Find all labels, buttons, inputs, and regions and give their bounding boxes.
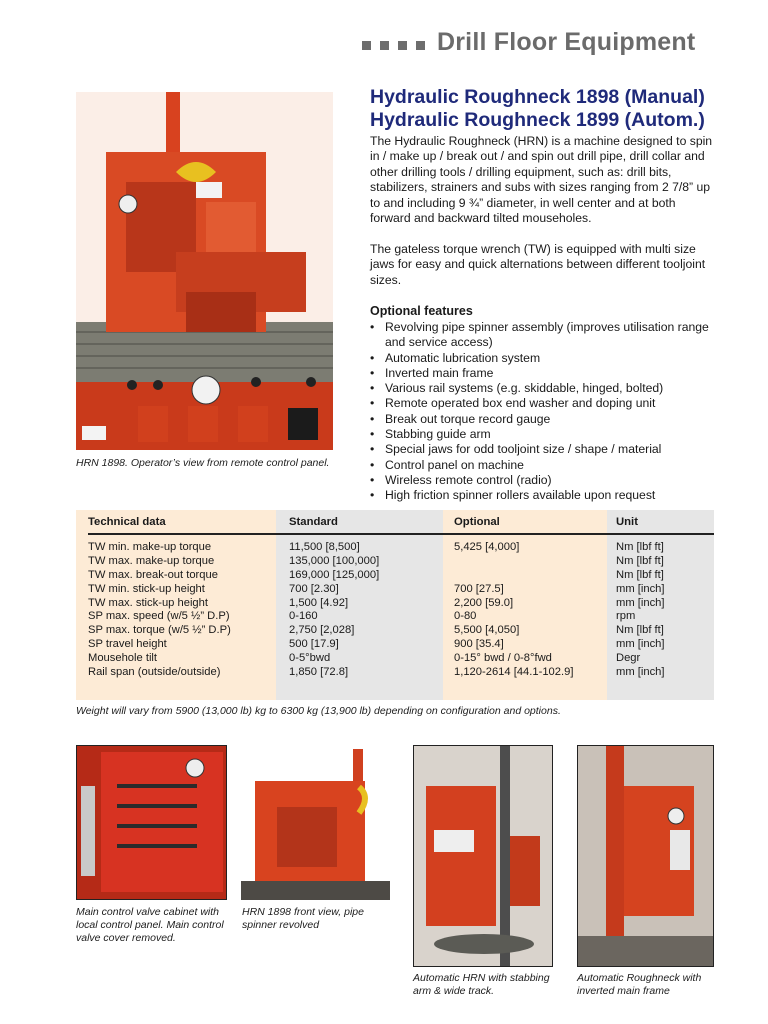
section-header — [362, 28, 695, 57]
table-cell: TW min. stick-up height — [88, 582, 205, 595]
gallery-caption: Automatic Roughneck with inverted main frame — [577, 972, 702, 997]
product-title — [370, 86, 730, 132]
table-cell: TW max. make-up torque — [88, 554, 215, 567]
table-cell: 169,000 [125,000] — [289, 568, 380, 581]
table-cell: 5,425 [4,000] — [454, 541, 520, 553]
feature-item: • Break out torque record gauge — [370, 412, 720, 427]
feature-item: • Various rail systems (e.g. skiddable, hinged, bolted) — [370, 381, 720, 396]
table-cell: 1,500 [4.92] — [289, 596, 349, 609]
table-cell: mm [inch] — [616, 666, 665, 679]
table-cell: mm [inch] — [616, 582, 665, 595]
table-cell: 2,750 [2,028] — [289, 624, 355, 637]
roughneck-illustration — [76, 92, 333, 450]
table-cell: Nm [lbf ft] — [616, 541, 664, 553]
product-title-automatic: Hydraulic Roughneck 1899 (Autom.) — [370, 109, 705, 131]
feature-item: • Automatic lubrication system — [370, 351, 720, 366]
table-cell: TW max. stick-up height — [88, 596, 208, 609]
table-cell: Rail span (outside/outside) — [88, 666, 221, 679]
table-cell: TW min. make-up torque — [88, 541, 212, 553]
feature-item: • Stabbing guide arm — [370, 427, 720, 442]
gallery-photo-inverted-frame — [577, 745, 714, 967]
column-unit — [616, 541, 665, 680]
feature-item: • Wireless remote control (radio) — [370, 473, 720, 488]
product-title-manual: Hydraulic Roughneck 1898 (Manual) — [370, 86, 705, 108]
table-cell: 700 [2.30] — [289, 582, 339, 595]
feature-item: • Control panel on machine — [370, 458, 720, 473]
column-optional — [454, 541, 573, 680]
table-cell: Mousehole tilt — [88, 652, 158, 665]
gallery-caption: HRN 1898 front view, pipe spinner revolved — [242, 906, 364, 931]
table-cell: 2,200 [59.0] — [454, 596, 514, 609]
technical-data-table — [76, 510, 714, 700]
feature-item: • Special jaws for odd tooljoint size / shape / material — [370, 442, 720, 457]
gallery-photo-stabbing-arm — [413, 745, 553, 967]
table-cell: 500 [17.9] — [289, 638, 339, 651]
header-standard: Standard — [289, 516, 338, 528]
feature-item: • Remote operated box end washer and doping unit — [370, 396, 720, 411]
table-cell: SP max. torque (w/5 ½” D.P) — [88, 624, 231, 637]
header-optional: Optional — [454, 516, 500, 528]
table-cell: 900 [35.4] — [454, 638, 504, 651]
table-cell: 0-5°bwd — [289, 652, 331, 665]
hero-caption: HRN 1898. Operator’s view from remote control panel. — [76, 457, 330, 469]
gallery-photo-front-view — [241, 747, 390, 900]
table-cell: 135,000 [100,000] — [289, 554, 380, 567]
feature-item: • Inverted main frame — [370, 366, 720, 381]
table-cell: Nm [lbf ft] — [616, 624, 664, 637]
gallery-photo-valve-cabinet — [76, 745, 227, 900]
table-cell: Nm [lbf ft] — [616, 554, 664, 567]
table-cell — [454, 555, 573, 569]
feature-item: • Revolving pipe spinner assembly (improves utilisation range and service access) — [370, 320, 720, 351]
optional-features-heading: Optional features — [370, 304, 473, 318]
gallery-caption: Main control valve cabinet with local control panel. Main control valve cover removed. — [76, 906, 224, 944]
header-unit: Unit — [616, 516, 638, 528]
table-cell: rpm — [616, 610, 636, 623]
header-technical-data: Technical data — [88, 516, 166, 528]
table-cell: mm [inch] — [616, 638, 665, 651]
hero-photo — [76, 92, 333, 450]
column-standard — [289, 541, 379, 680]
table-cell: 0-80 — [454, 610, 477, 623]
table-cell: 0-15° bwd / 0-8°fwd — [454, 652, 552, 665]
table-cell: 5,500 [4,050] — [454, 624, 520, 637]
table-cell: 700 [27.5] — [454, 582, 504, 595]
section-title: Drill Floor Equipment — [437, 28, 696, 56]
table-cell: SP max. speed (w/5 ½” D.P) — [88, 610, 230, 623]
column-technical-data — [88, 541, 231, 680]
table-cell: Nm [lbf ft] — [616, 568, 664, 581]
table-cell: Degr — [616, 652, 641, 665]
weight-note: Weight will vary from 5900 (13,000 lb) kg to 6300 kg (13,900 lb) depending on configuration and options. — [76, 705, 561, 717]
table-cell: TW max. break-out torque — [88, 568, 218, 581]
table-cell — [454, 569, 573, 583]
table-cell: mm [inch] — [616, 596, 665, 609]
feature-item: • High friction spinner rollers available upon request — [370, 488, 720, 503]
table-cell: 1,850 [72.8] — [289, 666, 349, 679]
gallery-caption: Automatic HRN with stabbing arm & wide track. — [413, 972, 550, 997]
torque-wrench-description: The gateless torque wrench (TW) is equipped with multi size jaws for easy and quick alternations between different tooljoint sizes. — [370, 242, 706, 287]
product-description: The Hydraulic Roughneck (HRN) is a machine designed to spin in / make up / break out / and spin out drill pipe, drill collar and other drilling tools / drilling equipment, such as: drill bits, stabilizers, strainers and subs with sizes ranging from 2 7/8” up to and including 9 ¾” diameter, in well center and at both forward and backward tilted mouseholes. — [370, 134, 713, 226]
table-cell: 0-160 — [289, 610, 318, 623]
table-cell: 11,500 [8,500] — [289, 541, 360, 553]
optional-features-list — [370, 320, 720, 504]
header-squares — [362, 41, 425, 50]
table-cell: 1,120-2614 [44.1-102.9] — [454, 666, 574, 679]
table-cell: SP travel height — [88, 638, 167, 651]
